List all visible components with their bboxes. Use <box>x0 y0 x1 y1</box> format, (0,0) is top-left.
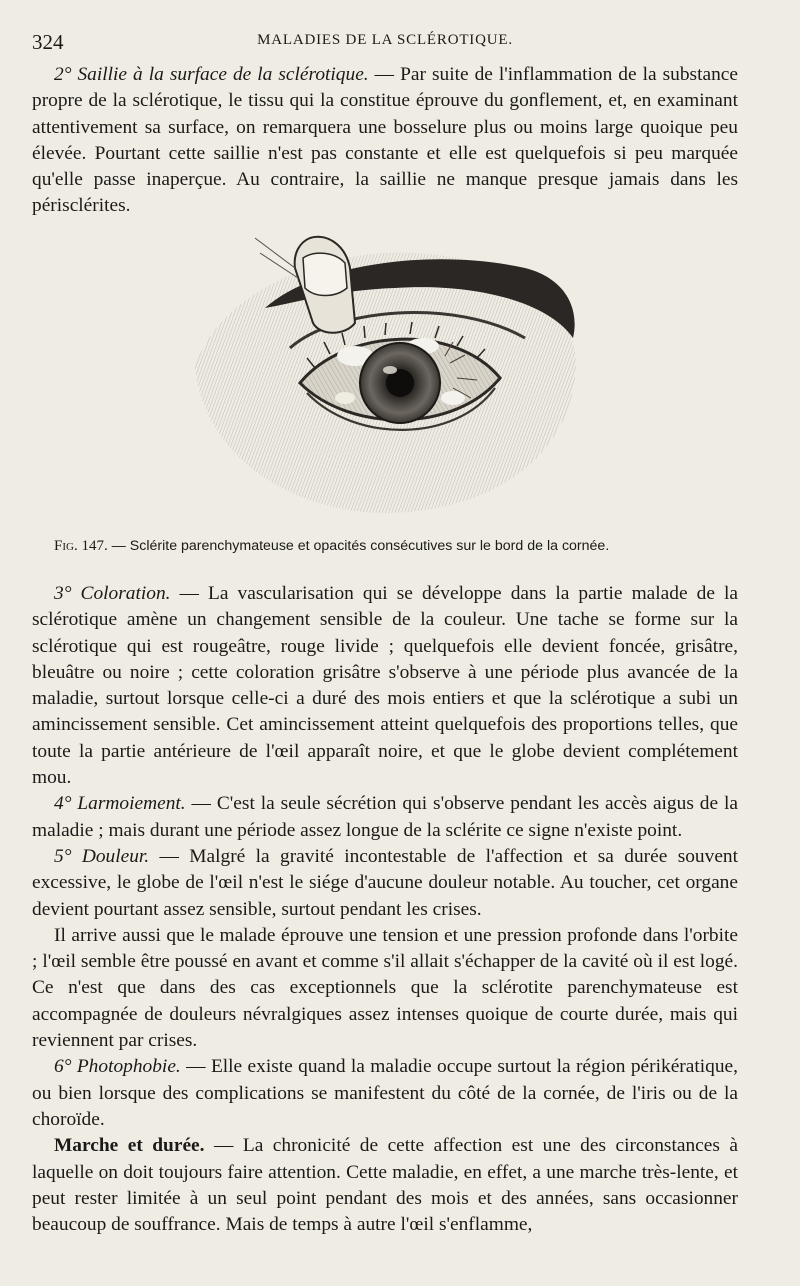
body-coloration: La vascularisation qui se développe dans la partie malade de la sclérotique amène un changement sensible de la couleur. Une tache se forme sur la sclérotique qui est rougeâtre, rouge livide ; quelquefois elle devient foncée, grisâtre, bleuâtre ou noire ; cette coloration grisâtre s'observe à une période plus avancée de la maladie, surtout lorsque celle-ci a duré des mois entiers et que la sclérotique a subi un amincissement sensible. Cet amincissement atteint quelquefois des proportions telles, que toute la partie antérieure de l'œil apparaît noire, et que le globe devient complétement mou. <box>32 583 738 789</box>
heading-marche: Marche et durée. <box>54 1135 205 1157</box>
eye-illustration <box>195 228 595 528</box>
main-text <box>32 581 738 1238</box>
heading-saillie: 2° Saillie à la surface de la sclérotique. <box>54 64 369 85</box>
figure-caption <box>54 538 744 555</box>
corneal-opacity <box>335 392 355 404</box>
heading-coloration: 3° Coloration. <box>54 583 171 604</box>
highlight <box>383 366 397 374</box>
running-title: MALADIES DE LA SCLÉROTIQUE. <box>257 32 513 48</box>
body-larmoiement: C'est la seule sécrétion qui s'observe pendant les accès aigus de la maladie ; mais durant une période assez longue de la sclérite ce signe n'existe point. <box>32 793 739 841</box>
section-saillie <box>32 62 738 220</box>
paragraph-douleur: 5° Douleur. — Malgré la gravité incontestable de l'affection et sa durée souvent excessive, le globe de l'œil n'est le siége d'aucune douleur notable. Au toucher, cet organe devient pourtant assez sensible, surtout pendant les crises. <box>32 845 739 920</box>
paragraph-douleur-2: Il arrive aussi que le malade éprouve une tension et une pression profonde dans l'orbite ; l'œil semble être poussé en avant et comme s'il allait s'échapper de la cavité où il est logé. Ce n'est que dans des cas exceptionnels que la sclérotite parenchymateuse est accompagnée de douleurs névralgiques assez intenses quoique de courte durée, mais qui reviennent par crises. <box>32 924 738 1052</box>
figure-caption-text: — Sclérite parenchymateuse et opacités consécutives sur le bord de la cornée. <box>107 538 610 554</box>
page-header <box>32 30 738 56</box>
paragraph-saillie: 2° Saillie à la surface de la sclérotique. — Par suite de l'inflammation de la substance propre de la sclérotique, le tissu qui la constitue éprouve du gonflement, et, en examinant attentivement sa surface, on remarquera une bosselure plus ou moins large quoique peu élevée. Pourtant cette saillie n'est pas constante et elle est quelquefois si peu marquée qu'elle passe inaperçue. Au contraire, la saillie ne manque presque jamais dans les périsclérites. <box>32 64 739 217</box>
paragraph-photophobie: 6° Photophobie. — Elle existe quand la maladie occupe surtout la région périkératique, ou bien lorsque des complications se manifestent du côté de la cornée, de l'iris ou de la choroïde. <box>32 1056 738 1130</box>
body-photophobie: Elle existe quand la maladie occupe surtout la région périkératique, ou bien lorsque des complications se manifestent du côté de la cornée, de l'iris ou de la choroïde. <box>32 1056 738 1130</box>
heading-douleur: 5° Douleur. <box>54 845 150 867</box>
figure-label: Fig. 147. <box>54 538 108 554</box>
paragraph-coloration: 3° Coloration. — La vascularisation qui se développe dans la partie malade de la sclérotique amène un changement sensible de la couleur. Une tache se forme sur la sclérotique qui est rougeâtre, rouge livide ; quelquefois elle devient foncée, grisâtre, bleuâtre ou noire ; cette coloration grisâtre s'observe à une période plus avancée de la maladie, surtout lorsque celle-ci a duré des mois entiers et que la sclérotique a subi un amincissement sensible. Cet amincissement atteint quelquefois des proportions telles, que toute la partie antérieure de l'œil apparaît noire, et que le globe devient complétement mou. <box>32 583 738 789</box>
body-saillie: Par suite de l'inflammation de la substance propre de la sclérotique, le tissu qui la constitue éprouve du gonflement, et, en examinant attentivement sa surface, on remarquera une bosselure plus ou moins large quoique peu élevée. Pourtant cette saillie n'est pas constante et elle est quelquefois si peu marquée qu'elle passe inaperçue. Au contraire, la saillie ne manque presque jamais dans les périsclérites. <box>32 64 739 217</box>
page-number: 324 <box>32 30 64 54</box>
eye-engraving <box>195 228 595 528</box>
heading-photophobie: 6° Photophobie. <box>54 1056 181 1078</box>
paragraph-larmoiement: 4° Larmoiement. — C'est la seule sécrétion qui s'observe pendant les accès aigus de la maladie ; mais durant une période assez longue de la sclérite ce signe n'existe point. <box>32 793 739 841</box>
fingernail <box>303 253 347 295</box>
body-douleur: Malgré la gravité incontestable de l'affection et sa durée souvent excessive, le globe de l'œil n'est le siége d'aucune douleur notable. Au toucher, cet organe devient pourtant assez sensible, surtout pendant les crises. <box>32 845 739 920</box>
paragraph-marche: Marche et durée. — La chronicité de cette affection est une des circonstances à laquelle on doit toujours faire attention. Cette maladie, en effet, a une marche très-lente, et peut rester limitée à un seul point pendant des mois et des années, sans occasionner beaucoup de souffrance. Mais de temps à autre l'œil s'enflamme, <box>32 1135 739 1236</box>
heading-larmoiement: 4° Larmoiement. <box>54 793 186 815</box>
body-marche: La chronicité de cette affection est une des circonstances à laquelle on doit toujours faire attention. Cette maladie, en effet, a une marche très-lente, et peut rester limitée à un seul point pendant des mois et des années, sans occasionner beaucoup de souffrance. Mais de temps à autre l'œil s'enflamme, <box>32 1135 739 1236</box>
